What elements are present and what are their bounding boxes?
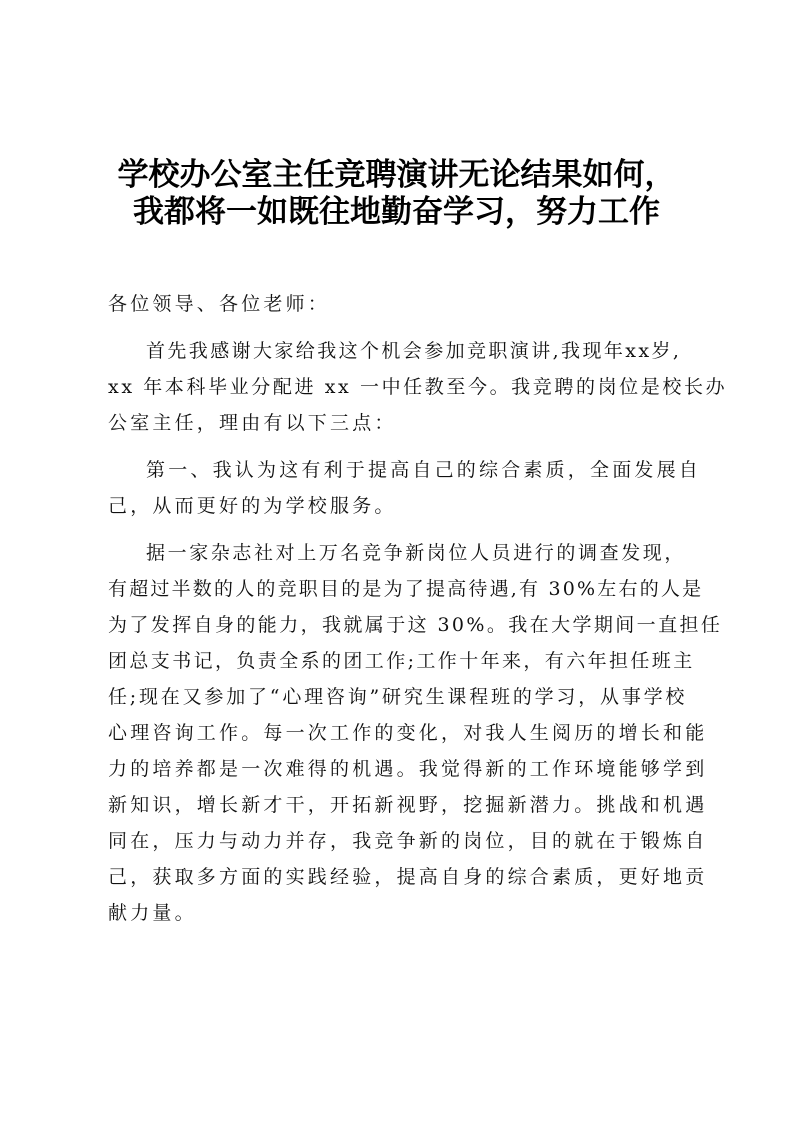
title-line-2: 我都将一如既往地勤奋学习，努力工作 [133, 194, 660, 230]
paragraph-line: 心理咨询工作。每一次工作的变化，对我人生阅历的增长和能 [108, 722, 708, 744]
paragraph-line: 力的培养都是一次难得的机遇。我觉得新的工作环境能够学到 [108, 758, 708, 780]
paragraph-line: 首先我感谢大家给我这个机会参加竞职演讲,我现年xx岁, [146, 340, 682, 362]
document-title [90, 157, 703, 231]
paragraph-line: 己，从而更好的为学校服务。 [108, 495, 397, 517]
paragraph-line: 据一家杂志社对上万名竞争新岗位人员进行的调查发现， [146, 542, 687, 564]
paragraph-line: 有超过半数的人的竞职目的是为了提高待遇,有 30%左右的人是 [108, 578, 704, 600]
paragraph-line: xx 年本科毕业分配进 xx 一中任教至今。我竞聘的岗位是校长办 [108, 376, 728, 398]
paragraph-line: 为了发挥自身的能力，我就属于这 30%。我在大学期间一直担任 [108, 614, 723, 636]
paragraph-line: 任;现在又参加了“心理咨询”研究生课程班的学习，从事学校 [108, 686, 688, 708]
paragraph-line: 己，获取多方面的实践经验，提高自身的综合素质，更好地贡 [108, 866, 708, 888]
paragraph-line: 团总支书记，负责全系的团工作;工作十年来，有六年担任班主 [108, 650, 695, 672]
paragraph-line: 新知识，增长新才干，开拓新视野，挖掘新潜力。挑战和机遇 [108, 794, 708, 816]
paragraph-line: 献力量。 [108, 902, 197, 924]
paragraph-line: 公室主任，理由有以下三点： [108, 412, 397, 434]
paragraph-line: 第一、我认为这有利于提高自己的综合素质，全面发展自 [146, 459, 702, 481]
salutation: 各位领导、各位老师： [108, 293, 331, 315]
paragraph-line: 同在，压力与动力并存，我竞争新的岗位，目的就在于锻炼自 [108, 830, 708, 852]
title-line-1: 学校办公室主任竞聘演讲无论结果如何， [117, 157, 676, 193]
